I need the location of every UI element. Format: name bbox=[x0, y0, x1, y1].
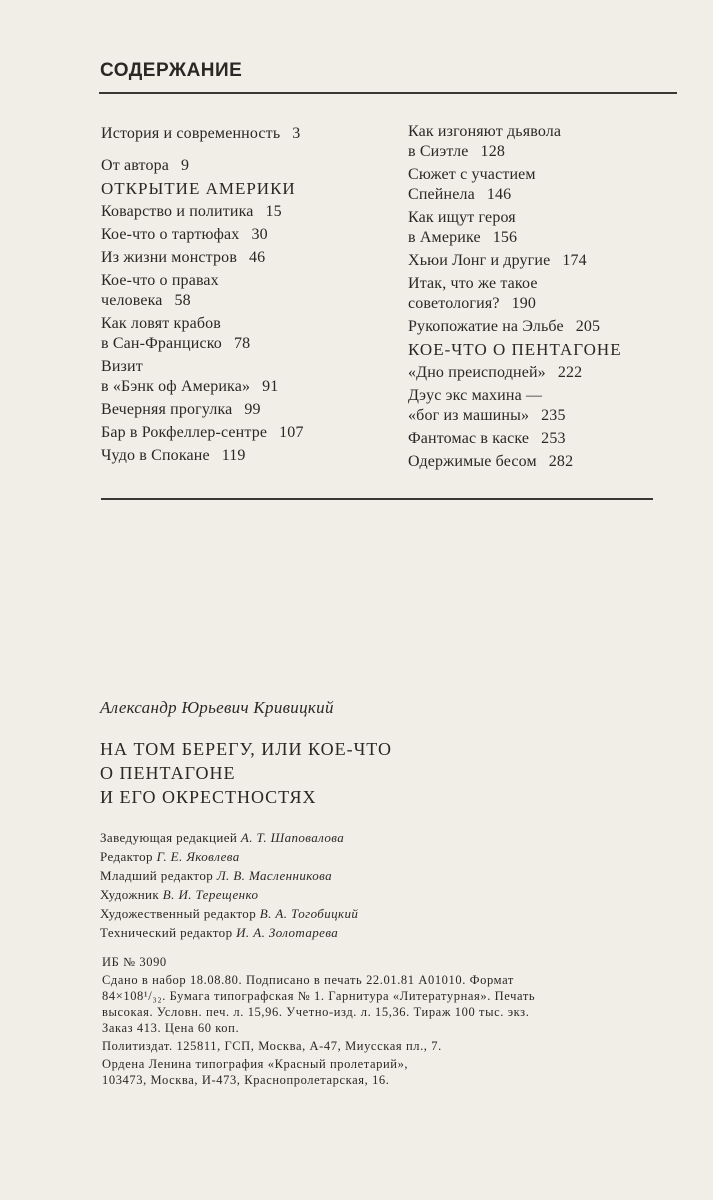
credit-line: Младший редактор Л. В. Масленникова bbox=[100, 868, 332, 883]
toc-entry: От автора 9 bbox=[101, 157, 190, 174]
toc-entry: Как изгоняют дьявола в Сиэтле 128 bbox=[408, 123, 562, 160]
print-details: Сдано в набор 18.08.80. Подписано в печать 22.01.81 А01010. Формат 84×108¹/₃₂. Бумага типографская № 1. Гарнитура «Литературная». Печать высокая. Условн. печ. л. 15,96. Учетно-изд. л. 15,36. Тираж 100 тыс. экз. Заказ 413. Цена 60 коп. bbox=[102, 973, 536, 1035]
toc-page-number: 205 bbox=[575, 318, 601, 335]
ib-number: ИБ № 3090 bbox=[102, 955, 167, 969]
toc-right-column bbox=[408, 122, 698, 475]
toc-page-number: 30 bbox=[251, 226, 268, 243]
toc-entry: История и современность 3 bbox=[101, 125, 301, 142]
toc-page-number: 99 bbox=[244, 401, 261, 418]
toc-page-number: 235 bbox=[541, 407, 566, 424]
toc-page-number: 119 bbox=[221, 447, 246, 464]
book-title-line: НА ТОМ БЕРЕГУ, ИЛИ КОЕ-ЧТО bbox=[100, 739, 393, 759]
bottom-divider bbox=[101, 498, 653, 500]
credit-line: Редактор Г. Е. Яковлева bbox=[100, 849, 240, 864]
toc-entry: «Дно преисподней» 222 bbox=[408, 364, 583, 381]
toc-page-number: 222 bbox=[557, 364, 583, 381]
toc-page-number: 128 bbox=[480, 143, 505, 160]
toc-entry: Вечерняя прогулка 99 bbox=[101, 401, 261, 418]
toc-page-number: 46 bbox=[249, 249, 266, 266]
toc-entry: Сюжет с участием Спейнела 146 bbox=[408, 166, 536, 203]
book-title-line: И ЕГО ОКРЕСТНОСТЯХ bbox=[100, 787, 317, 807]
toc-entry: Коварство и политика 15 bbox=[101, 203, 282, 220]
toc-page-number: 15 bbox=[265, 203, 282, 220]
credit-line: Заведующая редакцией А. Т. Шаповалова bbox=[100, 830, 345, 845]
printer-address: Ордена Ленина типография «Красный пролетарий», 103473, Москва, И-473, Краснопролетарская, 16. bbox=[102, 1057, 409, 1087]
toc-entry: Итак, что же такое советология? 190 bbox=[408, 275, 538, 312]
toc-page-number: 156 bbox=[492, 229, 518, 246]
toc-entry: Дэус экс махина — «бог из машины» 235 bbox=[408, 387, 566, 424]
toc-page-number: 282 bbox=[548, 453, 574, 470]
credit-line: Художественный редактор В. А. Тогобицкий bbox=[100, 906, 359, 921]
toc-page-number: 174 bbox=[562, 252, 587, 269]
toc-page-number: 9 bbox=[181, 157, 190, 174]
toc-entry: Кое-что о тартюфах 30 bbox=[101, 226, 268, 243]
toc-left-column bbox=[101, 124, 391, 469]
toc-entry: Фантомас в каске 253 bbox=[408, 430, 566, 447]
toc-section-heading: КОЕ-ЧТО О ПЕНТАГОНЕ bbox=[408, 340, 622, 359]
toc-entry: Кое-что о правах человека 58 bbox=[101, 272, 219, 309]
toc-page-number: 58 bbox=[174, 292, 191, 309]
toc-title: СОДЕРЖАНИЕ bbox=[100, 60, 243, 81]
toc-page-number: 78 bbox=[233, 335, 251, 352]
book-title bbox=[100, 737, 392, 809]
toc-entry: Рукопожатие на Эльбе 205 bbox=[408, 318, 601, 335]
toc-entry: Хьюи Лонг и другие 174 bbox=[408, 252, 587, 269]
toc-section-heading: ОТКРЫТИЕ АМЕРИКИ bbox=[101, 179, 296, 198]
top-divider bbox=[99, 92, 677, 94]
toc-entry: Визит в «Бэнк оф Америка» 91 bbox=[101, 358, 279, 395]
credits-list bbox=[100, 828, 358, 942]
toc-entry: Чудо в Спокане 119 bbox=[101, 447, 246, 464]
toc-entry: Как ищут героя в Америке 156 bbox=[408, 209, 518, 246]
toc-page-number: 3 bbox=[292, 125, 301, 142]
toc-page-number: 146 bbox=[486, 186, 512, 203]
toc-entry: Из жизни монстров 46 bbox=[101, 249, 266, 266]
credit-line: Художник В. И. Терещенко bbox=[100, 887, 259, 902]
publisher-address: Политиздат. 125811, ГСП, Москва, А-47, Миусская пл., 7. bbox=[102, 1039, 442, 1053]
imprint-details bbox=[102, 954, 672, 1090]
toc-entry: Как ловят крабов в Сан-Франциско 78 bbox=[101, 315, 251, 352]
book-title-line: О ПЕНТАГОНЕ bbox=[100, 763, 236, 783]
toc-entry: Одержимые бесом 282 bbox=[408, 453, 574, 470]
toc-page-number: 253 bbox=[541, 430, 566, 447]
author-name: Александр Юрьевич Кривицкий bbox=[100, 698, 334, 717]
toc-page-number: 107 bbox=[279, 424, 304, 441]
toc-page-number: 190 bbox=[511, 295, 537, 312]
toc-entry: Бар в Рокфеллер-сентре 107 bbox=[101, 424, 304, 441]
toc-page-number: 91 bbox=[262, 378, 279, 395]
credit-line: Технический редактор И. А. Золотарева bbox=[100, 925, 339, 940]
